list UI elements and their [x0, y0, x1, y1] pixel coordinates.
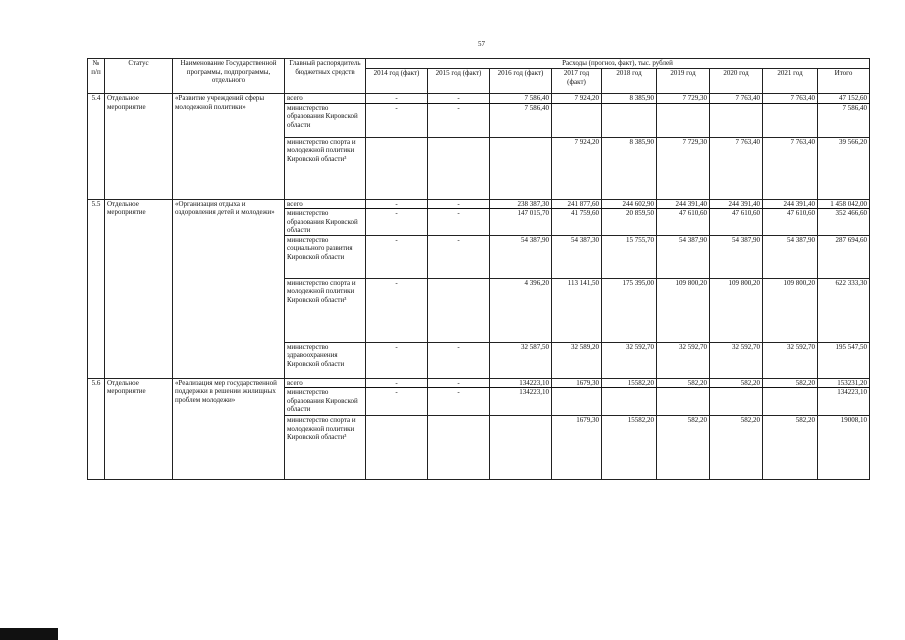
distributor-cell: министерство образования Кировской области	[285, 209, 366, 236]
value-cell: 153231,20	[818, 378, 870, 388]
col-header-status: Статус	[105, 59, 173, 94]
value-cell: -	[366, 199, 428, 209]
value-cell: 7 729,30	[657, 137, 710, 199]
value-cell: -	[366, 209, 428, 236]
value-cell: 7 586,40	[818, 103, 870, 137]
value-cell: 15582,20	[602, 378, 657, 388]
value-cell: -	[366, 378, 428, 388]
value-cell: 582,20	[657, 416, 710, 480]
value-cell: 582,20	[763, 416, 818, 480]
value-cell: 7 586,40	[490, 94, 552, 104]
value-cell	[490, 416, 552, 480]
value-cell: 54 387,90	[763, 235, 818, 278]
value-cell: 134223,10	[490, 378, 552, 388]
value-cell: 7 763,40	[710, 94, 763, 104]
value-cell	[657, 388, 710, 416]
value-cell: 7 924,20	[552, 137, 602, 199]
value-cell: 1679,30	[552, 378, 602, 388]
value-cell	[657, 103, 710, 137]
value-cell: 4 396,20	[490, 278, 552, 342]
value-cell: 54 387,90	[490, 235, 552, 278]
value-cell: 7 763,40	[710, 137, 763, 199]
value-cell: -	[428, 388, 490, 416]
value-cell: 7 763,40	[763, 137, 818, 199]
value-cell: 1679,30	[552, 416, 602, 480]
col-header-year: 2019 год	[657, 69, 710, 94]
value-cell	[552, 103, 602, 137]
value-cell	[763, 388, 818, 416]
value-cell: 109 800,20	[763, 278, 818, 342]
value-cell	[602, 388, 657, 416]
value-cell	[710, 103, 763, 137]
value-cell	[366, 416, 428, 480]
section-number: 5.4	[88, 94, 105, 200]
page-number: 57	[478, 40, 485, 48]
value-cell: 8 385,90	[602, 94, 657, 104]
value-cell	[552, 388, 602, 416]
value-cell: -	[428, 209, 490, 236]
value-cell: 32 592,70	[710, 342, 763, 378]
col-header-year: Итого	[818, 69, 870, 94]
value-cell: 47 610,60	[657, 209, 710, 236]
col-header-year: 2020 год	[710, 69, 763, 94]
value-cell: 287 694,60	[818, 235, 870, 278]
value-cell: -	[428, 378, 490, 388]
section-status: Отдельное мероприятие	[105, 94, 173, 200]
value-cell	[366, 137, 428, 199]
value-cell	[490, 137, 552, 199]
value-cell: -	[428, 199, 490, 209]
value-cell: 113 141,50	[552, 278, 602, 342]
distributor-cell: министерство спорта и молодежной политики Кировской области³	[285, 416, 366, 480]
col-header-expenses: Расходы (прогноз, факт), тыс. рублей	[366, 59, 870, 69]
value-cell: 7 924,20	[552, 94, 602, 104]
value-cell: 32 587,50	[490, 342, 552, 378]
value-cell: 54 387,90	[657, 235, 710, 278]
value-cell: 7 586,40	[490, 103, 552, 137]
value-cell	[428, 137, 490, 199]
value-cell: -	[366, 388, 428, 416]
value-cell: 109 800,20	[657, 278, 710, 342]
value-cell	[763, 103, 818, 137]
col-header-year: 2021 год	[763, 69, 818, 94]
distributor-cell: министерство спорта и молодежной политики Кировской области³	[285, 137, 366, 199]
value-cell: -	[428, 94, 490, 104]
value-cell	[602, 103, 657, 137]
scan-edge-mark	[0, 628, 58, 640]
value-cell: 134223,10	[818, 388, 870, 416]
value-cell: 582,20	[657, 378, 710, 388]
distributor-cell: всего	[285, 378, 366, 388]
value-cell	[710, 388, 763, 416]
value-cell: 47 610,60	[710, 209, 763, 236]
distributor-cell: министерство социального развития Кировской области	[285, 235, 366, 278]
value-cell: -	[366, 94, 428, 104]
section-name: «Развитие учреждений сферы молодежной политики»	[173, 94, 285, 200]
value-cell: 15 755,70	[602, 235, 657, 278]
table-row	[88, 199, 870, 209]
value-cell: 175 395,00	[602, 278, 657, 342]
value-cell: 244 391,40	[710, 199, 763, 209]
table-row	[88, 94, 870, 104]
value-cell: 147 015,70	[490, 209, 552, 236]
value-cell: 41 759,60	[552, 209, 602, 236]
section-status: Отдельное мероприятие	[105, 378, 173, 480]
distributor-cell: всего	[285, 199, 366, 209]
value-cell: 582,20	[710, 378, 763, 388]
value-cell: 582,20	[763, 378, 818, 388]
col-header-year: 2015 год (факт)	[428, 69, 490, 94]
value-cell: 20 859,50	[602, 209, 657, 236]
value-cell: -	[428, 103, 490, 137]
value-cell	[428, 416, 490, 480]
section-name: «Организация отдыха и оздоровления детей и молодежи»	[173, 199, 285, 378]
distributor-cell: министерство образования Кировской области	[285, 103, 366, 137]
value-cell: 54 387,90	[710, 235, 763, 278]
col-header-year: 2016 год (факт)	[490, 69, 552, 94]
value-cell: 352 466,60	[818, 209, 870, 236]
value-cell: 7 763,40	[763, 94, 818, 104]
value-cell: -	[366, 342, 428, 378]
value-cell	[428, 278, 490, 342]
col-header-year: 2014 год (факт)	[366, 69, 428, 94]
value-cell: -	[366, 278, 428, 342]
section-number: 5.6	[88, 378, 105, 480]
budget-table	[87, 58, 870, 480]
value-cell: 47 610,60	[763, 209, 818, 236]
value-cell: 238 387,30	[490, 199, 552, 209]
col-header-distributor: Главный распорядитель бюджетных средств	[285, 59, 366, 94]
value-cell: 244 602,90	[602, 199, 657, 209]
value-cell: 39 566,20	[818, 137, 870, 199]
value-cell: 19008,10	[818, 416, 870, 480]
value-cell: -	[366, 103, 428, 137]
value-cell: 8 385,90	[602, 137, 657, 199]
value-cell: 244 391,40	[657, 199, 710, 209]
value-cell: 32 589,20	[552, 342, 602, 378]
col-header-name: Наименование Государственной программы, подпрограммы, отдельного	[173, 59, 285, 94]
table-row	[88, 378, 870, 388]
value-cell: 241 877,60	[552, 199, 602, 209]
value-cell: 15582,20	[602, 416, 657, 480]
value-cell: -	[428, 235, 490, 278]
value-cell: 7 729,30	[657, 94, 710, 104]
value-cell: 244 391,40	[763, 199, 818, 209]
value-cell: 134223,10	[490, 388, 552, 416]
value-cell: 1 458 042,00	[818, 199, 870, 209]
value-cell: -	[428, 342, 490, 378]
section-number: 5.5	[88, 199, 105, 378]
value-cell: 47 152,60	[818, 94, 870, 104]
distributor-cell: министерство образования Кировской области	[285, 388, 366, 416]
col-header-year: 2018 год	[602, 69, 657, 94]
value-cell: 32 592,70	[657, 342, 710, 378]
value-cell: 195 547,50	[818, 342, 870, 378]
value-cell: 582,20	[710, 416, 763, 480]
value-cell: 32 592,70	[763, 342, 818, 378]
section-name: «Реализация мер государственной поддержки в решении жилищных проблем молодежи»	[173, 378, 285, 480]
value-cell: -	[366, 235, 428, 278]
value-cell: 622 333,30	[818, 278, 870, 342]
section-status: Отдельное мероприятие	[105, 199, 173, 378]
distributor-cell: всего	[285, 94, 366, 104]
value-cell: 54 387,30	[552, 235, 602, 278]
distributor-cell: министерство здравоохранения Кировской области	[285, 342, 366, 378]
col-header-no: № п/п	[88, 59, 105, 94]
distributor-cell: министерство спорта и молодежной политики Кировской области³	[285, 278, 366, 342]
col-header-year: 2017 год (факт)	[552, 69, 602, 94]
value-cell: 109 800,20	[710, 278, 763, 342]
value-cell: 32 592,70	[602, 342, 657, 378]
